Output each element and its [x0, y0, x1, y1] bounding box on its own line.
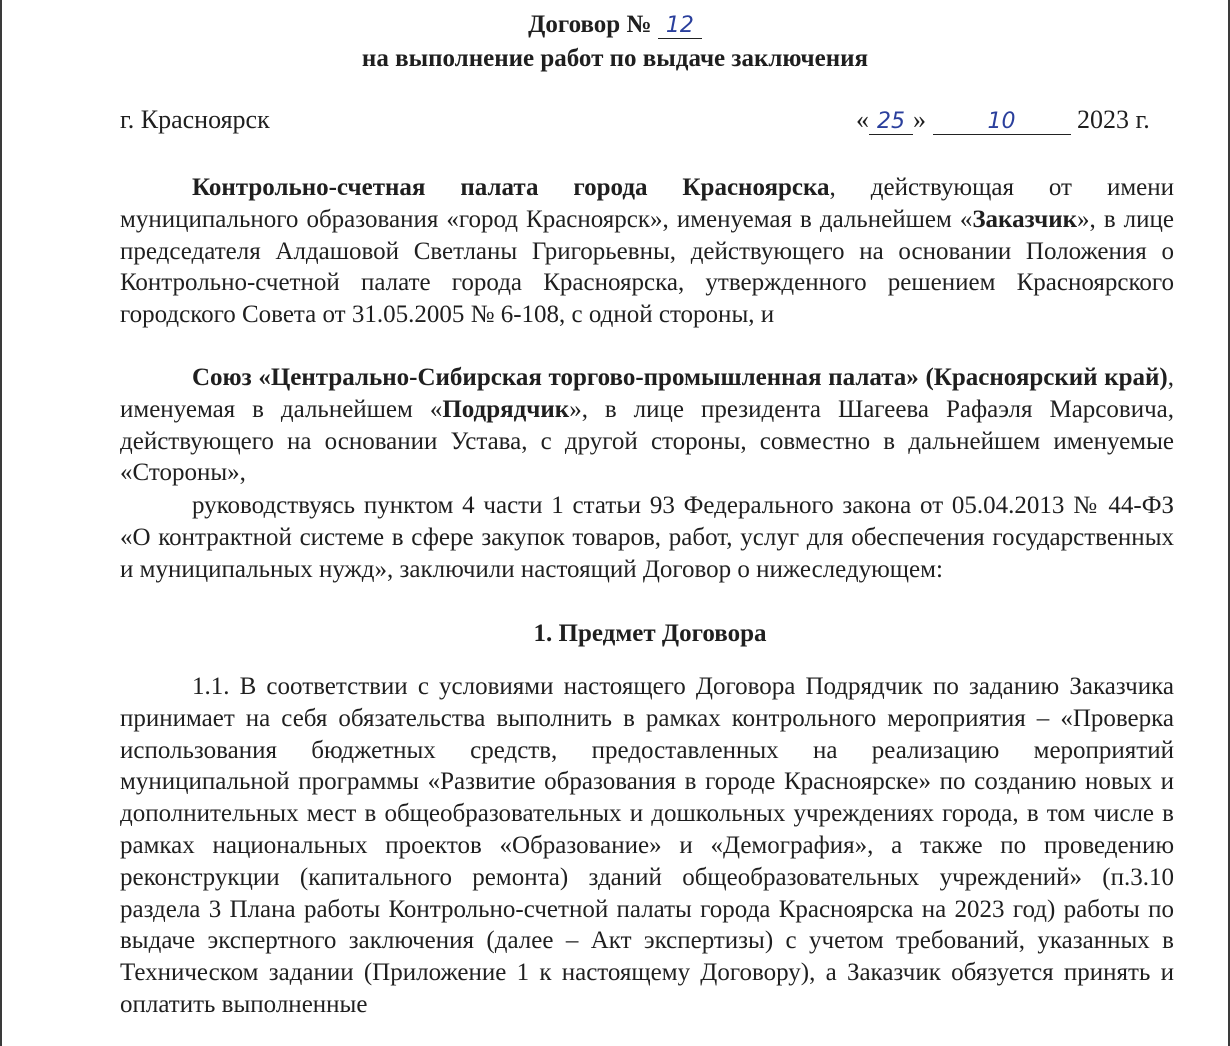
section-heading-subject: 1. Предмет Договора [533, 620, 767, 647]
paragraph-contractor [120, 362, 1174, 489]
contractor-role: Подрядчик [442, 395, 570, 423]
contractor-name: Союз «Центрально-Сибирская торгово-промышленная палата» (Красноярский край) [192, 364, 1168, 391]
date-quote-open: « [856, 105, 869, 134]
contract-subtitle: на выполнение работ по выдаче заключения [361, 45, 869, 72]
customer-text-b: », в лице председателя Алдашовой Светланы Григорьевны, действующего на основании Положения о Контрольно-счетной палате города Красноярска, утвержденного решением Красноярского городского Совета от 31.05.2005 № 6-108, с одной стороны, и [120, 205, 1175, 329]
contract-number-handwritten: 12 [658, 14, 702, 39]
customer-name: Контрольно-счетная палата города Красноярска [192, 174, 830, 201]
contract-title-prefix: Договор № [528, 11, 652, 38]
date-year: 2023 г. [1077, 105, 1150, 134]
city-label: г. Красноярск [120, 105, 270, 134]
paragraph-customer [120, 172, 1174, 331]
customer-role: Заказчик [972, 205, 1078, 233]
date-day-handwritten: 25 [869, 110, 913, 135]
page-left-edge [0, 0, 2, 1046]
contract-date [856, 104, 1150, 136]
paragraph-legal-basis: руководствуясь пунктом 4 части 1 статьи 93 Федерального закона от 05.04.2013 № 44-ФЗ «О контрактной системе в сфере закупок товаров, работ, услуг для обеспечения государственных и муниципальных нужд», заключили настоящий Договор о нижеследующем: [120, 492, 1174, 583]
customer-text-a: , действующая от имени муниципального образования «город Красноярск», именуемая в дальнейшем « [120, 174, 1174, 233]
clause-1-1: 1.1. В соответствии с условиями настоящего Договора Подрядчик по заданию Заказчика принимает на себя обязательства выполнить в рамках контрольного мероприятия – «Проверка использования бюджетных средств, предоставленных на реализацию мероприятий муниципальной программы «Развитие образования в городе Красноярске» по созданию новых и дополнительных мест в общеобразовательных и дошкольных учреждениях города, в том числе в рамках национальных проектов «Образование» и «Демография», а также по проведению реконструкции (капитального ремонта) зданий общеобразовательных учреждений» (п.3.10 раздела 3 Плана работы Контрольно-счетной палаты города Красноярска на 2023 год) работы по выдаче экспертного заключения (далее – Акт экспертизы) с учетом требований, указанных в Техническом задании (Приложение 1 к настоящему Договору), а Заказчик обязуется принять и оплатить выполненные [120, 673, 1174, 1018]
contractor-text-a: , именуемая в дальнейшем « [120, 364, 1174, 423]
date-quote-close: » [913, 105, 926, 134]
date-month-handwritten: 10 [933, 110, 1071, 135]
contractor-text-b: », в лице президента Шагеева Рафаэля Марсовича, действующего на основании Устава, с другой стороны, совместно в дальнейшем именуемые «Стороны», [120, 395, 1174, 487]
contract-title [0, 10, 1230, 40]
